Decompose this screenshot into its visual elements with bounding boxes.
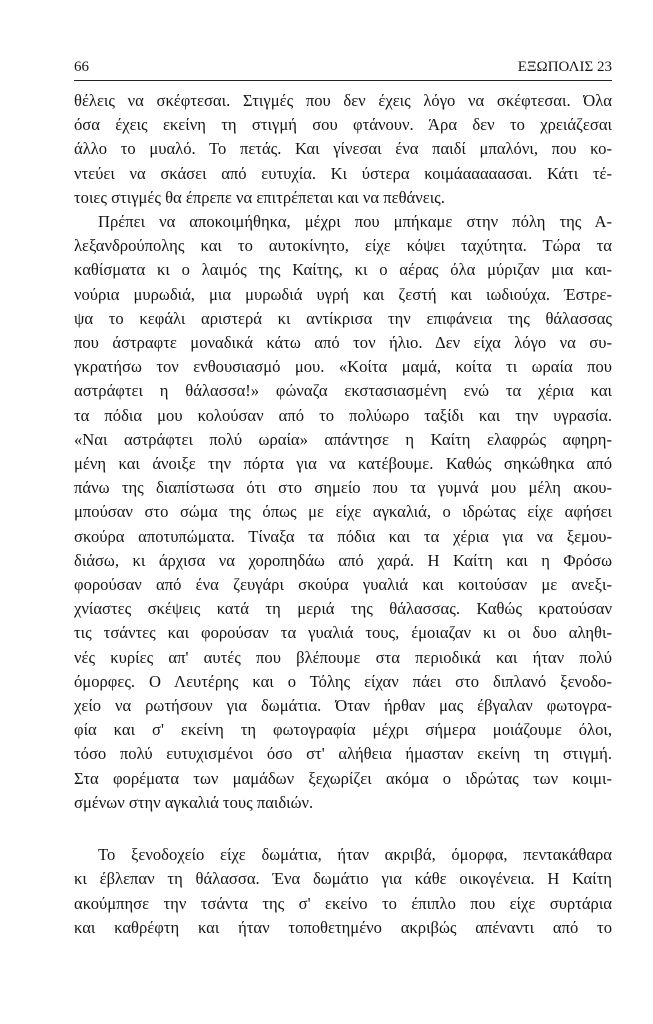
- text-line: Στα φορέματα των μαμάδων ξεχωρίζει ακόμα ο ιδρώτας των κοιμι-: [74, 768, 612, 788]
- section-break: [74, 815, 612, 843]
- text-line: ντεύει να σκάσει από ευτυχία. Κι ύστερα κοιμάααααασαι. Κάτι τέ-: [74, 163, 612, 183]
- text-line: τοιες στιγμές θα έπρεπε να επιτρέπεται και να πεθάνεις.: [74, 187, 445, 207]
- text-line: νούρια μυρωδιά, μια μυρωδιά υγρή και ζεστή και ιωδιούχα. Έστρε-: [74, 284, 612, 304]
- text-line: θέλεις να σκέφτεσαι. Στιγμές που δεν έχεις λόγο να σκέφτεσαι. Όλα: [74, 91, 612, 110]
- text-line: φία και σ' εκείνη τη φωτογραφία μέχρι σήμερα μοιάζουμε όλοι,: [74, 720, 612, 740]
- text-line: Πρέπει να αποκοιμήθηκα, μέχρι που μπήκαμε στην πόλη της Α-: [98, 212, 612, 232]
- paragraph: [74, 89, 612, 210]
- text-line: όσα έχεις εκείνη τη στιγμή σου φτάνουν. Άρα δεν το χρειάζεσαι: [74, 115, 612, 135]
- page-number: 66: [74, 59, 89, 75]
- text-line: σκούρα αποτυπώματα. Τίναξα τα πόδια και τα χέρια για να ξεμου-: [74, 526, 612, 546]
- book-page: [74, 58, 612, 940]
- text-line: φορούσαν από ένα ζευγάρι σκούρα γυαλιά και κοιτούσαν με ανεξι-: [74, 575, 612, 595]
- running-title: ΕΞΩΠΟΛΙΣ 23: [517, 59, 612, 75]
- text-line: κι έβλεπαν τη θάλασσα. Ένα δωμάτιο για κάθε οικογένεια. Η Καίτη: [74, 869, 612, 889]
- text-line: ακούμπησε την τσάντα της σ' εκείνο το έπιπλο που είχε συρτάρια: [74, 893, 612, 913]
- text-line: σμένων στην αγκαλιά τους παιδιών.: [74, 792, 314, 812]
- text-line: τις τσάντες και φορούσαν τα γυαλιά τους, έμοιαζαν κι οι δυο αληθι-: [74, 623, 612, 643]
- text-line: Το ξενοδοχείο είχε δωμάτια, ήταν ακριβά, όμορφα, πεντακάθαρα: [98, 845, 612, 865]
- paragraph: [74, 843, 612, 940]
- body-text: [74, 89, 612, 940]
- text-line: γκρατήσω τον ενθουσιασμό μου. «Κοίτα μαμά, κοίτα τι ωραία που: [74, 357, 612, 377]
- text-line: αστράφτει η θάλασσα!» φώναζα εκστασιασμένη ενώ τα χέρια και: [74, 381, 612, 401]
- running-header: [74, 58, 612, 81]
- text-line: τα πόδια μου κολούσαν από το πολύωρο ταξίδι και την υγρασία.: [74, 405, 612, 425]
- text-line: μένη και άνοιξε την πόρτα για να κατέβουμε. Καθώς σηκώθηκα από: [74, 454, 612, 474]
- text-line: άλλο το μυαλό. Το πετάς. Και γίνεσαι ένα παιδί μπαλόνι, που κο-: [74, 139, 612, 159]
- text-line: νές κυρίες απ' αυτές που βλέπουμε στα περιοδικά και ήταν πολύ: [74, 647, 612, 667]
- text-line: μπούσαν στο σώμα της όπως με είχε αγκαλιά, ο ιδρώτας είχε αφήσει: [74, 502, 612, 522]
- text-line: που άστραφτε μοναδικά κάτω από τον ήλιο. Δεν είχα λόγο να συ-: [74, 333, 612, 353]
- text-line: τόσο πολύ ευτυχισμένοι όσο στ' αλήθεια ήμασταν εκείνη τη στιγμή.: [74, 744, 612, 764]
- text-line: και καθρέφτη και ήταν τοποθετημένο ακριβώς απέναντι από το: [74, 917, 612, 937]
- text-line: λεξανδρούπολης και το αυτοκίνητο, είχε κόψει ταχύτητα. Τώρα τα: [74, 236, 612, 256]
- text-line: πάνω της διαπίστωσα ότι στο σημείο που τα γυμνά μου μέλη ακου-: [74, 478, 612, 498]
- text-line: χνίαστες σκέψεις κατά τη μεριά της θάλασσας. Καθώς κρατούσαν: [74, 599, 612, 619]
- text-line: καθίσματα κι ο λαιμός της Καίτης, κι ο αέρας όλα μύριζαν μια και-: [74, 260, 612, 280]
- text-line: όμορφες. Ο Λευτέρης και ο Τόλης είχαν πάει στο διπλανό ξενοδο-: [74, 671, 612, 691]
- text-line: «Ναι αστράφτει πολύ ωραία» απάντησε η Καίτη ελαφρώς αφηρη-: [74, 429, 612, 449]
- text-line: διάσω, κι άρχισα να χοροπηδάω από χαρά. Η Καίτη και η Φρόσω: [74, 550, 612, 570]
- paragraph: [74, 210, 612, 815]
- text-line: χείο να ρωτήσουν για δωμάτια. Όταν ήρθαν μας έβγαλαν φωτογρα-: [74, 696, 612, 716]
- text-line: ψα το κεφάλι αριστερά κι αντίκρισα την επιφάνεια της θάλασσας: [74, 308, 612, 328]
